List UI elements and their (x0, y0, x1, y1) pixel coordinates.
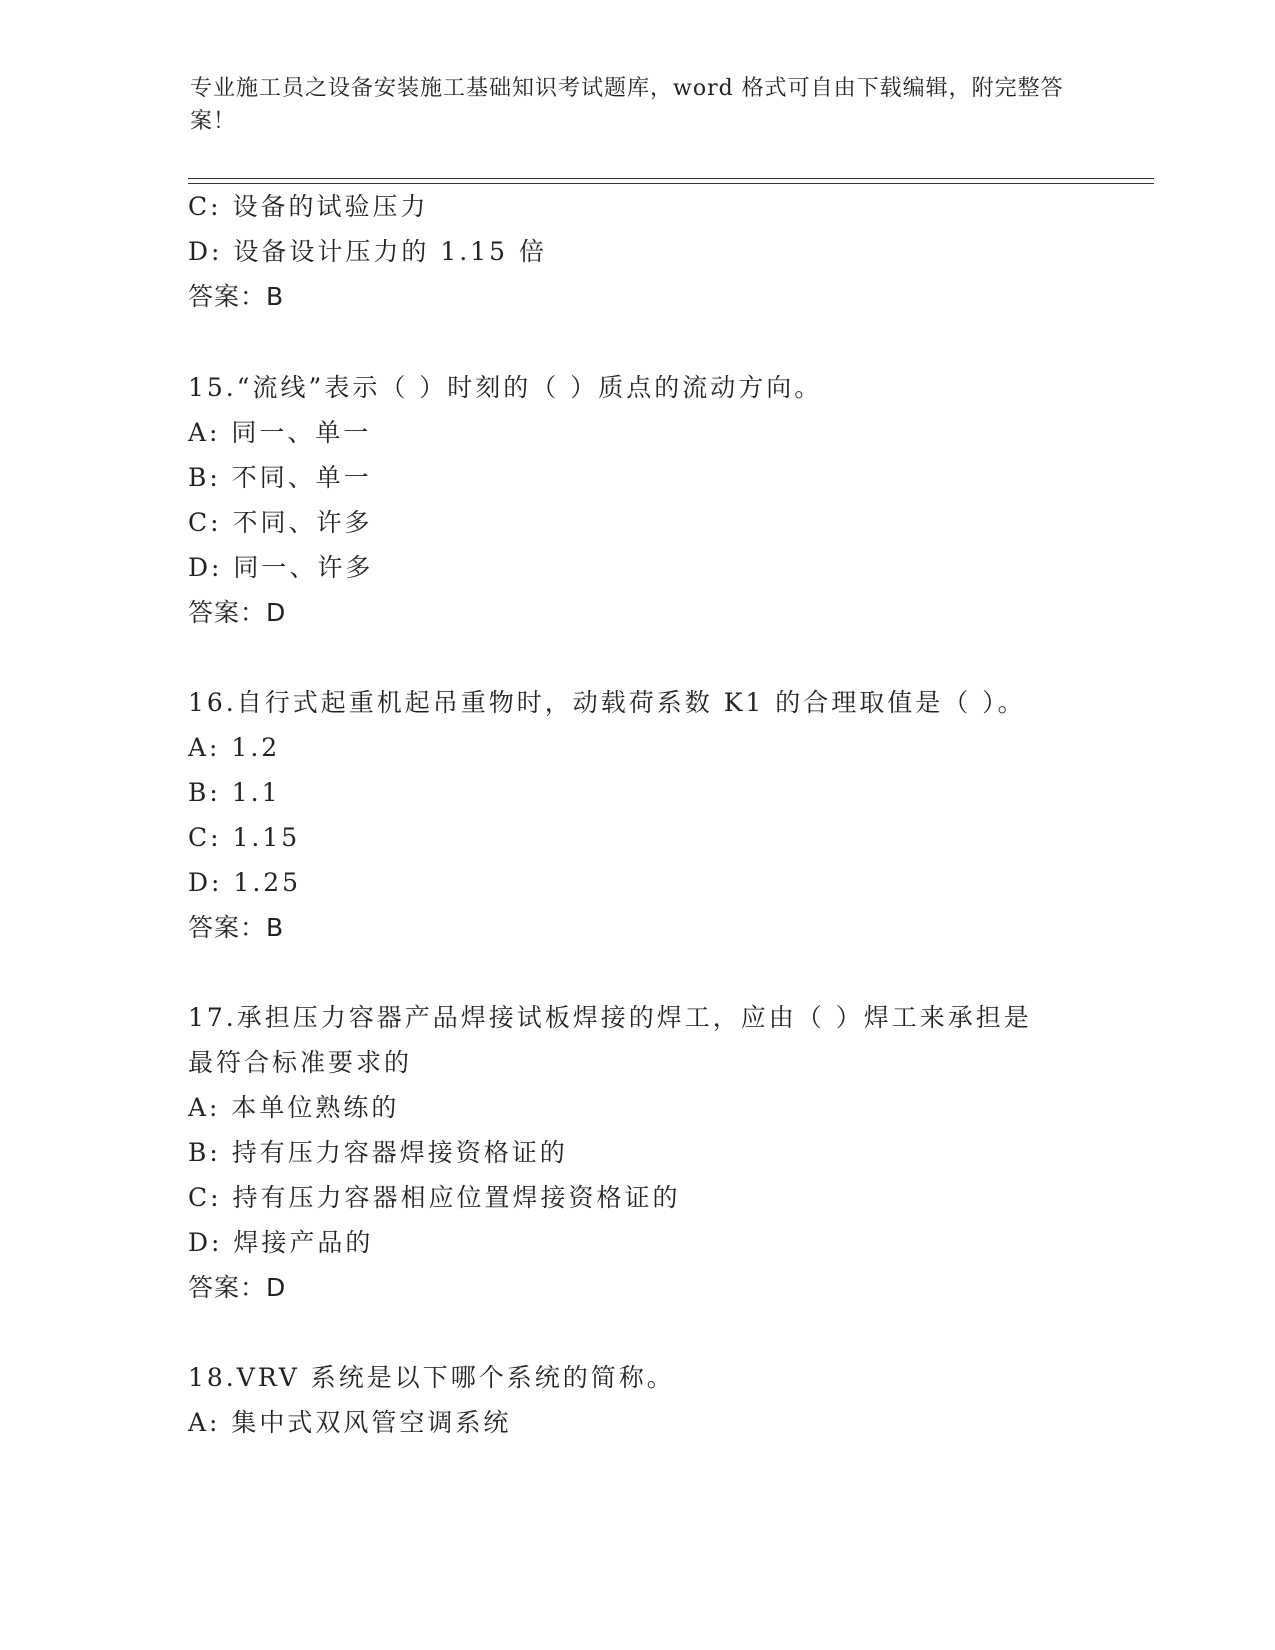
option-c: C: 持有压力容器相应位置焊接资格证的 (188, 1183, 681, 1212)
question-16: 16.自行式起重机起吊重物时，动载荷系数 K1 的合理取值是（ ）。 (188, 688, 1026, 717)
option-b: B: 1.1 (188, 778, 281, 807)
question-15: 15.“流线”表示（ ）时刻的（ ）质点的流动方向。 (188, 373, 823, 402)
option-a: A: 集中式双风管空调系统 (188, 1408, 512, 1437)
option-d: D: 同一、许多 (188, 553, 374, 582)
option-c: C: 1.15 (188, 823, 301, 852)
option-c: C: 不同、许多 (188, 508, 373, 537)
header-rule-bottom (188, 183, 1154, 184)
option-b: B: 持有压力容器焊接资格证的 (188, 1138, 568, 1167)
answer: 答案：D (188, 1273, 287, 1302)
question-17: 17.承担压力容器产品焊接试板焊接的焊工，应由（ ）焊工来承担是 (188, 1003, 1032, 1032)
option-a: A: 本单位熟练的 (188, 1093, 400, 1122)
answer: 答案：B (188, 282, 285, 311)
option-a: A: 同一、单一 (188, 418, 372, 447)
option-d: D: 焊接产品的 (188, 1228, 374, 1257)
answer: 答案：B (188, 913, 285, 942)
option-d: D: 设备设计压力的 1.15 倍 (188, 237, 547, 266)
document-header: 专业施工员之设备安装施工基础知识考试题库，word 格式可自由下载编辑，附完整答案！ (190, 76, 1064, 134)
header-rule-top (188, 178, 1154, 179)
option-d: D: 1.25 (188, 868, 302, 897)
option-b: B: 不同、单一 (188, 463, 372, 492)
option-a: A: 1.2 (188, 733, 281, 762)
answer: 答案：D (188, 598, 287, 627)
question-18: 18.VRV 系统是以下哪个系统的简称。 (188, 1363, 675, 1392)
option-c: C: 设备的试验压力 (188, 192, 429, 221)
question-17-continued: 最符合标准要求的 (188, 1048, 413, 1077)
